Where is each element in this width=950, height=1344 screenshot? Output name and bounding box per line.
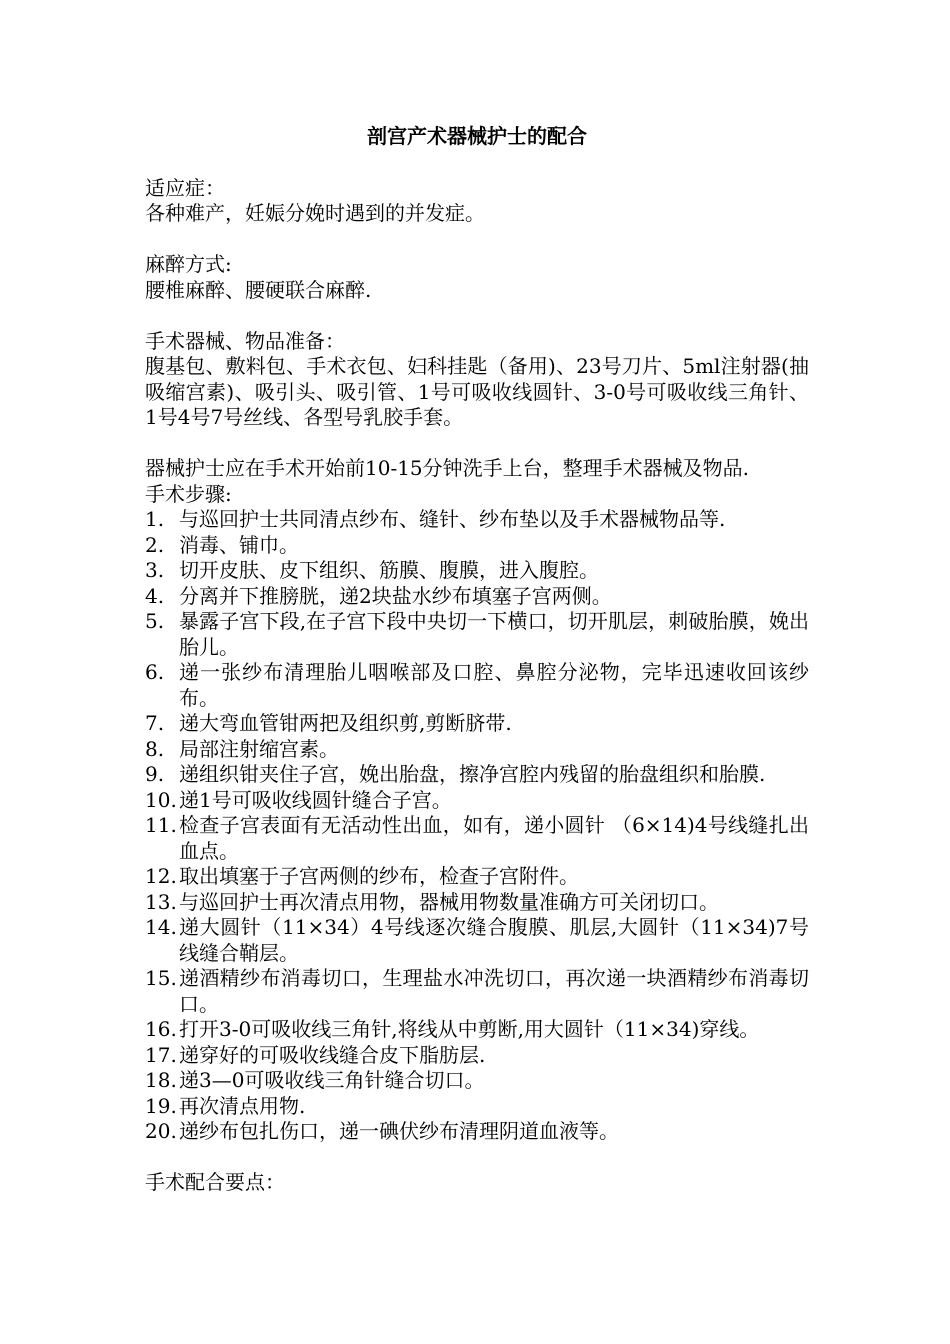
step-number: 2.	[145, 532, 165, 557]
step-item	[145, 864, 809, 890]
step-item	[145, 813, 809, 864]
step-text: 打开3-0可吸收线三角针,将线从中剪断,用大圆针（11×34)穿线。	[179, 1017, 760, 1041]
step-item	[145, 788, 809, 814]
anesthesia-heading: 麻醉方式:	[145, 252, 232, 276]
step-item	[145, 915, 809, 966]
step-number: 16.	[145, 1017, 177, 1041]
step-text: 递穿好的可吸收线缝合皮下脂肪层.	[179, 1042, 486, 1067]
step-text: 递3—0可吸收线三角针缝合切口。	[179, 1068, 485, 1092]
document-title: 剖宫产术器械护士的配合	[367, 124, 587, 148]
step-number: 9.	[145, 762, 165, 786]
preparation-heading: 手术器械、物品准备：	[145, 328, 345, 353]
step-text: 分离并下推膀胱，递2块盐水纱布填塞子宫两侧。	[179, 583, 612, 608]
step-item	[145, 507, 809, 533]
step-text: 检查子宫表面有无活动性出血，如有，递小圆针 （6×14)4号线缝扎出血点。	[179, 813, 809, 863]
step-item	[145, 558, 809, 584]
surgical-steps-list	[145, 507, 809, 1145]
step-item	[145, 1043, 809, 1069]
step-text: 递纱布包扎伤口，递一碘伏纱布清理阴道血液等。	[179, 1119, 619, 1143]
step-number: 11.	[145, 813, 177, 837]
pre-operation-note: 器械护士应在手术开始前10-15分钟洗手上台，整理手术器械及物品.	[145, 456, 750, 480]
step-text: 切开皮肤、皮下组织、筋膜、腹膜，进入腹腔。	[179, 558, 599, 582]
step-number: 3.	[145, 558, 165, 582]
preparation-section	[145, 329, 809, 431]
step-item	[145, 762, 809, 788]
anesthesia-section	[145, 252, 809, 303]
step-text: 递酒精纱布消毒切口，生理盐水冲洗切口，再次递一块酒精纱布消毒切口。	[179, 966, 809, 1016]
step-item	[145, 533, 809, 559]
step-item	[145, 711, 809, 737]
step-item	[145, 1119, 809, 1145]
step-number: 8.	[145, 736, 165, 761]
step-text: 消毒、铺巾。	[179, 532, 299, 557]
step-number: 13.	[145, 889, 177, 914]
step-item	[145, 890, 809, 916]
step-text: 递大圆针（11×34）4号线逐次缝合腹膜、肌层,大圆针（11×34)7号线缝合鞘层。	[179, 915, 809, 965]
step-item	[145, 1017, 809, 1043]
step-item	[145, 966, 809, 1017]
indications-section	[145, 176, 809, 227]
step-text: 局部注射缩宫素。	[179, 736, 339, 761]
step-number: 17.	[145, 1042, 177, 1067]
step-number: 10.	[145, 787, 177, 812]
step-text: 暴露子宫下段,在子宫下段中央切一下横口，切开肌层，刺破胎膜，娩出胎儿。	[179, 609, 809, 659]
preparation-text: 腹基包、敷料包、手术衣包、妇科挂匙（备用)、23号刀片、5ml注射器(抽吸缩宫素)、吸引头、吸引管、1号可吸收线圆针、3-0号可吸收线三角针、1号4号7号丝线、各型号乳胶手套。	[145, 354, 809, 429]
step-item	[145, 609, 809, 660]
step-item	[145, 660, 809, 711]
step-item	[145, 737, 809, 763]
step-number: 19.	[145, 1093, 177, 1118]
step-number: 7.	[145, 711, 165, 735]
step-text: 再次清点用物.	[179, 1093, 306, 1118]
document-page	[145, 124, 809, 1196]
step-number: 12.	[145, 864, 177, 888]
step-text: 取出填塞于子宫两侧的纱布，检查子宫附件。	[179, 864, 579, 888]
step-number: 1.	[145, 507, 165, 531]
step-item	[145, 1068, 809, 1094]
step-number: 5.	[145, 609, 165, 633]
step-number: 18.	[145, 1068, 177, 1092]
step-item	[145, 584, 809, 610]
anesthesia-text: 腰椎麻醉、腰硬联合麻醉.	[145, 277, 372, 302]
step-text: 递一张纱布清理胎儿咽喉部及口腔、鼻腔分泌物，完毕迅速收回该纱布。	[179, 660, 809, 710]
key-points-heading: 手术配合要点：	[145, 1170, 285, 1194]
indications-heading: 适应症：	[145, 175, 225, 200]
step-number: 14.	[145, 915, 177, 939]
step-number: 4.	[145, 583, 165, 608]
step-item	[145, 1094, 809, 1120]
step-number: 20.	[145, 1119, 177, 1143]
step-text: 递组织钳夹住子宫，娩出胎盘，擦净宫腔内残留的胎盘组织和胎膜.	[179, 762, 766, 786]
step-text: 与巡回护士再次清点用物，器械用物数量准确方可关闭切口。	[179, 889, 719, 914]
step-number: 6.	[145, 660, 165, 684]
step-text: 递大弯血管钳两把及组织剪,剪断脐带.	[179, 711, 512, 735]
steps-heading: 手术步骤:	[145, 481, 232, 506]
step-text: 递1号可吸收线圆针缝合子宫。	[179, 787, 452, 812]
indications-text: 各种难产，妊娠分娩时遇到的并发症。	[145, 201, 485, 225]
step-text: 与巡回护士共同清点纱布、缝针、纱布垫以及手术器械物品等.	[179, 507, 726, 531]
step-number: 15.	[145, 966, 177, 990]
